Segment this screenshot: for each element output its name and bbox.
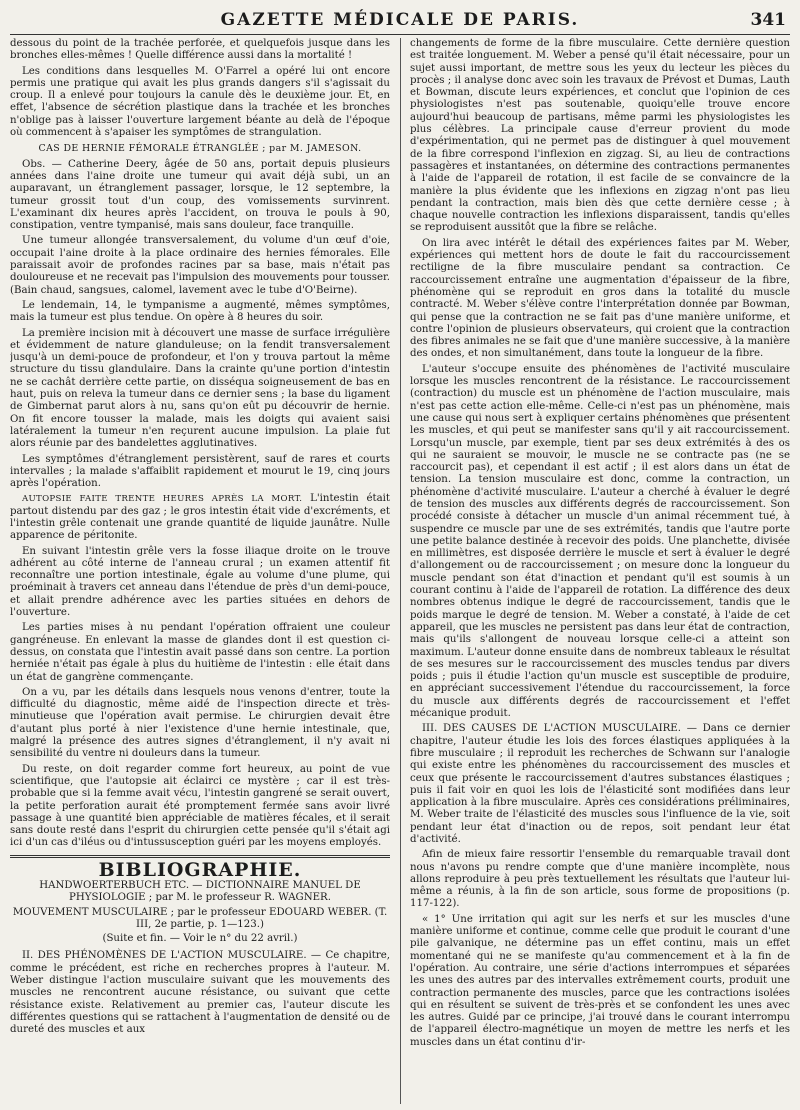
section-divider xyxy=(10,855,390,858)
left-column xyxy=(10,38,390,1104)
paragraph: III. DES CAUSES DE L'ACTION MUSCULAIRE. — Dans ce dernier chapitre, l'auteur étudie les lois des forces élastiques appliquées à la fibre musculaire ; il reproduit les recherches de Schwann sur l'analogie qui existe entre les phénomènes du raccourcissement des muscles et ceux que présente le raccourcissement d'autres substances élastiques ; puis il fait voir en quoi les lois de l'élasticité sont modifiées dans leur application à la fibre musculaire. Après ces considérations préliminaires, M. Weber traite de l'élasticité des muscles sous l'influence de la vie, soit pendant leur état d'inaction ou de repos, soit pendant leur état d'activité. xyxy=(410,723,790,845)
paragraph: En suivant l'intestin grêle vers la fosse iliaque droite on le trouve adhérent au côté interne de l'anneau crural ; un examen attentif fit reconnaître une portion intestinale, égale au volume d'une plume, qui proéminait à travers cet anneau dans l'étendue de près d'un demi-pouce, et allait prendre adhérence avec les parties situées en dehors de l'ouverture. xyxy=(10,545,390,619)
page-header xyxy=(10,8,790,35)
autopsy-heading: AUTOPSIE FAITE TRENTE HEURES APRÈS LA MORT. xyxy=(22,494,303,505)
paragraph: Une tumeur allongée transversalement, du volume d'un œuf d'oie, occupait l'aine droite à la place ordinaire des hernies fémorales. Elle paraissait avoir de profondes racines par sa base, mais n'était pas douloureuse et ne recevait pas l'impulsion des mouvements pour tousser. (Bain chaud, sangsues, calomel, lavement avec le tube d'O'Beirne). xyxy=(10,235,390,296)
paragraph-text: L'intestin était partout distendu par des gaz ; le gros intestin était vide d'excréments, et l'intestin grêle contenait une grande quantité de liquide jaunâtre. Nulle apparence de péritonite. xyxy=(10,493,390,542)
paragraph: L'auteur s'occupe ensuite des phénomènes de l'activité musculaire lorsque les muscles rencontrent de la résistance. Le raccourcissement (contraction) du muscle est un phénomène de l'action musculaire, mais n'est pas cette action elle-même. Celle-ci n'est pas un phénomène, mais une cause qui nous sert à expliquer certains phénomènes que présentent les muscles, et qui peut se manifester sans qu'il y ait raccourcissement. Lorsqu'un muscle, par exemple, tient par ses deux extrémités à des os qui ne sauraient se mouvoir, le muscle ne se contracte pas (ne se raccourcit pas), et cependant il est actif ; il est alors dans un état de tension. La tension musculaire est donc, comme la contraction, un phénomène d'activité musculaire. L'auteur a cherché à évaluer le degré de tension des muscles aux différents degrés de raccourcissement. Son procédé consiste à détacher un muscle d'un animal récemment tué, à suspendre ce muscle par une de ses extrémités, tandis que l'autre porte une petite balance destinée à recevoir des poids. Une planchette, divisée en millimètres, est disposée derrière le muscle et sert à évaluer le degré d'allongement ou de raccourcissement ; on mesure donc la longueur du muscle pendant son état d'inaction et pendant qu'il est soumis à un courant continu à l'aide de l'appareil de rotation. La différence des deux nombres obtenus indique le degré de raccourcissement, tandis que le poids marque le degré de tension. M. Weber a constaté, à l'aide de cet appareil, que les muscles ne persistent pas dans leur état de contraction, mais qu'ils s'allongent de nouveau lorsque celle-ci a atteint son maximum. L'auteur donne ensuite dans de nombreux tableaux le résultat de ses mesures sur le raccourcissement des muscles tendus par divers poids ; puis il étudie l'action qu'un muscle est susceptible de produire, en appréciant successivement l'étendue du raccourcissement, la force du muscle aux différents degrés de raccourcissement et l'effet mécanique produit. xyxy=(410,363,790,720)
bibliography-title: BIBLIOGRAPHIE. xyxy=(98,858,302,881)
paragraph: Les parties mises à nu pendant l'opération offraient une couleur gangréneuse. En enlevant la masse de glandes dont il est question ci-dessus, on constata que l'intestin avait passé dans son centre. La portion herniée n'était pas égale à plus du huitième de l'intestin : elle était dans un état de gangrène commençante. xyxy=(10,622,390,683)
bibliography-article: MOUVEMENT MUSCULAIRE ; par le professeur EDOUARD WEBER. (T. III, 2e partie, p. 1—123.) xyxy=(12,906,388,930)
page-number: 341 xyxy=(750,10,786,30)
paragraph: II. DES PHÉNOMÈNES DE L'ACTION MUSCULAIRE. — Ce chapitre, comme le précédent, est riche en recherches propres à l'auteur. M. Weber distingue l'action musculaire suivant que les mouvements des muscles ne rencontrent aucune résistance, ou suivant que cette résistance existe. Relativement au premier cas, l'auteur discute les différentes questions qui se rattachent à l'augmentation de densité ou de dureté des muscles et aux xyxy=(10,950,390,1036)
right-column xyxy=(410,38,790,1104)
paragraph xyxy=(10,493,390,542)
paragraph: Obs. — Catherine Deery, âgée de 50 ans, portait depuis plusieurs années dans l'aine droite une tumeur qui avait déjà subi, un an auparavant, un étranglement passager, lorsque, le 12 septembre, la tumeur grossit tout d'un coup, des vomissements survinrent. L'examinant dix heures après l'accident, on trouva le pouls à 90, constipation, ventre tympanisé, mais sans douleur, face tranquille. xyxy=(10,158,390,232)
case-title: CAS DE HERNIE FÉMORALE ÉTRANGLÉE ; par M. JAMESON. xyxy=(38,143,362,155)
paragraph: Le lendemain, 14, le tympanisme a augmenté, mêmes symptômes, mais la tumeur est plus tendue. On opère à 8 heures du soir. xyxy=(10,299,390,324)
paragraph: Du reste, on doit regarder comme fort heureux, au point de vue scientifique, que l'autopsie ait éclairci ce mystère ; car il est très-probable que si la femme avait vécu, l'intestin gangrené se serait ouvert, la petite perforation aurait été promptement fermée sans avoir livré passage à une quantité bien appréciable de matières fécales, et il serait sans doute resté dans l'esprit du chirurgien cette pensée qu'il s'était agi ici d'un cas d'iléus ou d'intussusception guéri par les moyens employés. xyxy=(10,763,390,849)
paragraph: changements de forme de la fibre musculaire. Cette dernière question est traitée longuement. M. Weber a pensé qu'il était nécessaire, pour un sujet aussi important, de mettre sous les yeux du lecteur les pièces du procès ; il analyse donc avec soin les travaux de Prévost et Dumas, Lauth et Bowman, discute leurs expériences, et conclut que l'opinion de ces physiologistes n'est pas soutenable, quoiqu'elle trouve encore aujourd'hui beaucoup de partisans, même parmi les physiologistes les plus célèbres. La principale cause d'erreur provient du mode d'expérimentation, qui ne permet pas de distinguer à quel mouvement de la fibre correspond l'inflexion en zigzag. Si, au lieu de contractions passagères et instantanées, on détermine des contractions permanentes à l'aide de l'appareil de rotation, il est facile de se convaincre de la manière la plus évidente que les inflexions en zigzag n'ont pas lieu pendant la contraction, mais bien dès que cette dernière cesse ; à chaque nouvelle contraction les inflexions disparaissent, tandis qu'elles se reproduisent aussitôt que la fibre se relâche. xyxy=(410,38,790,234)
paragraph: On a vu, par les détails dans lesquels nous venons d'entrer, toute la difficulté du diagnostic, même aidé de l'inspection directe et très-minutieuse que l'opération avait permise. Le chirurgien devait être d'autant plus porté à nier l'existence d'une hernie intestinale, que, malgré la présence des autres signes d'étranglement, il n'y avait ni sensibilité du ventre ni douleurs dans la tumeur. xyxy=(10,686,390,760)
bibliography-reference: HANDWOERTERBUCH ETC. — DICTIONNAIRE MANUEL DE PHYSIOLOGIE ; par M. le professeur R. WAGNER. xyxy=(39,880,361,904)
paragraph: Les conditions dans lesquelles M. O'Farrel a opéré lui ont encore permis une pratique qui avait les plus grands dangers s'il s'agissait du croup. Il a enlevé pour toujours la canule dès le deuxième jour. Et, en effet, l'absence de sécrétion plastique dans la trachée et les bronches n'oblige pas à laisser l'ouverture largement béante au delà de l'époque où commencent à s'apaiser les symptômes de strangulation. xyxy=(10,65,390,139)
paragraph: « 1° Une irritation qui agit sur les nerfs et sur les muscles d'une manière uniforme et continue, comme celle que produit le courant d'une pile galvanique, ne détermine pas un effet continu, mais un effet momentané qui ne se manifeste qu'au commencement et à la fin de l'opération. Au contraire, une série d'actions interrompues et séparées les unes des autres par des intervalles extrêmement courts, produit une contraction permanente des muscles, parce que les contractions isolées qui en résultent se suivent de très-près et se confondent les unes avec les autres. Guidé par ce principe, j'ai trouvé dans le courant interrompu de l'appareil électro-magnétique un moyen de mettre les nerfs et les muscles dans un état continu d'ir- xyxy=(410,913,790,1048)
paragraph: On lira avec intérêt le détail des expériences faites par M. Weber, expériences qui mettent hors de doute le fait du raccourcissement rectiligne de la fibre musculaire pendant sa contraction. Ce raccourcissement entraîne une augmentation d'épaisseur de la fibre, phénomène qui se reproduit en gros dans la totalité du muscle contracté. M. Weber s'élève contre l'interprétation donnée par Bowman, qui pense que la contraction ne se fait pas d'une manière uniforme, et contre l'opinion de plusieurs observateurs, qui croient que la contraction des fibres animales ne se fait que d'une manière successive, à la manière des ondes, et non simultanément, dans toute la longueur de la fibre. xyxy=(410,237,790,360)
paragraph: dessous du point de la trachée perforée, et quelquefois jusque dans les bronches elles-mêmes ! Quelle différence aussi dans la mortalité ! xyxy=(10,38,390,62)
journal-title: GAZETTE MÉDICALE DE PARIS. xyxy=(220,10,580,30)
column-rule xyxy=(400,38,401,1104)
paragraph: Afin de mieux faire ressortir l'ensemble du remarquable travail dont nous n'avons pu rendre compte que d'une manière incomplète, nous allons reproduire à peu près textuellement les résultats que l'auteur lui-même a réunis, à la fin de son article, sous forme de propositions (p. 117-122). xyxy=(410,849,790,910)
paragraph: Les symptômes d'étranglement persistèrent, sauf de rares et courts intervalles ; la malade s'affaiblit rapidement et mourut le 19, cinq jours après l'opération. xyxy=(10,453,390,490)
bibliography-continuation: (Suite et fin. — Voir le n° du 22 avril.) xyxy=(102,933,298,945)
paragraph: La première incision mit à découvert une masse de surface irrégulière et évidemment de nature glanduleuse; on la fendit transversalement jusqu'à un demi-pouce de profondeur, et l'on y trouva partout la même structure du tissu glandulaire. Dans la crainte qu'une portion d'intestin ne se cachât derrière cette partie, on disséqua soigneusement de bas en haut, puis on releva la tumeur dans ce dernier sens ; la base du ligament de Gimbernat parut alors à nu, sans qu'on eût pu découvrir de hernie. On fit encore tousser la malade, mais les doigts qui avaient saisi latéralement la tumeur n'en reçurent aucune impulsion. La plaie fut alors réunie par des bandelettes agglutinatives. xyxy=(10,327,390,450)
